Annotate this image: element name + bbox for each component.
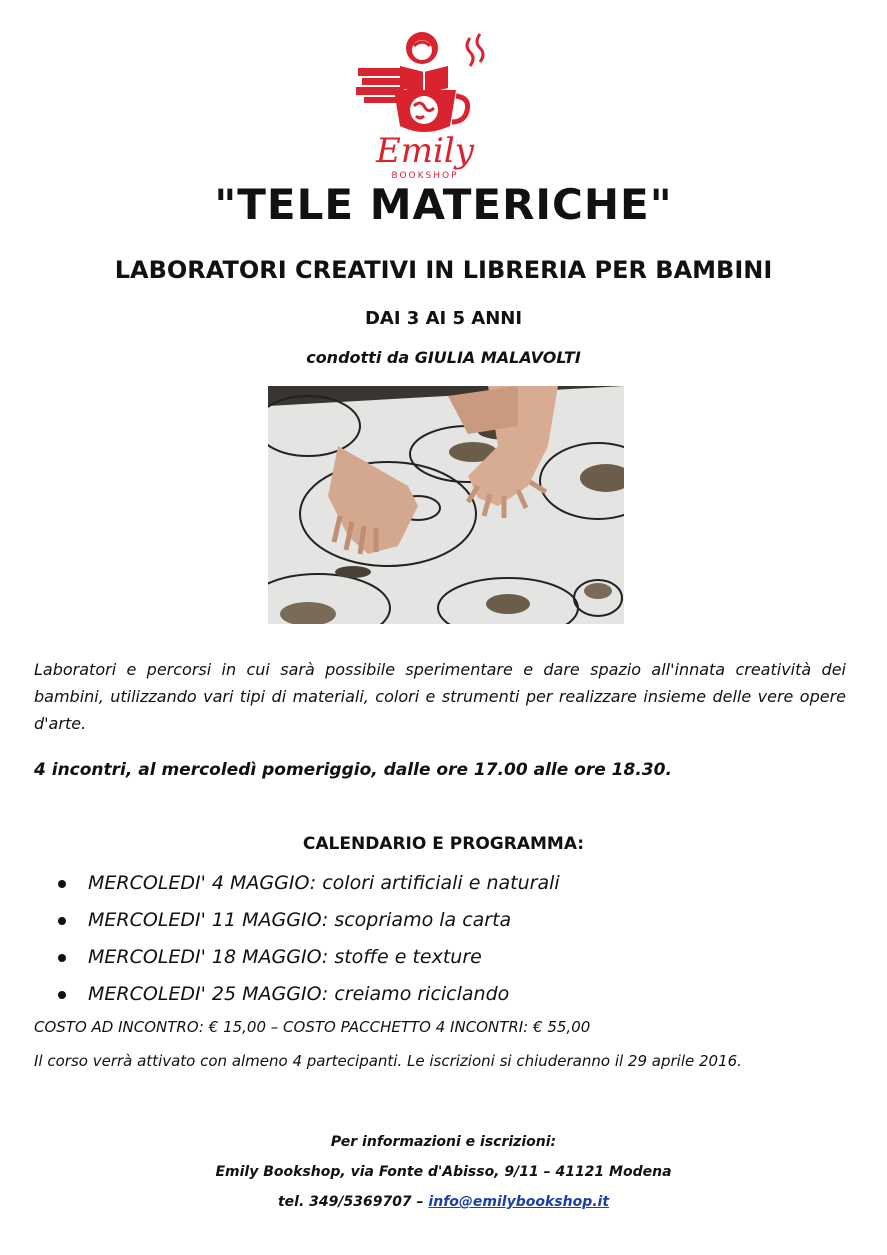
list-item bbox=[34, 940, 560, 977]
intro-paragraph: Laboratori e percorsi in cui sarà possibile sperimentare e dare spazio all'innata creatività dei bambini, utilizzando vari tipi di materiali, colori e strumenti per realizzare insieme delle vere opere d'arte. bbox=[34, 660, 846, 733]
contact-title: Per informazioni e iscrizioni: bbox=[330, 1134, 557, 1150]
bullet-icon bbox=[58, 991, 66, 999]
list-item bbox=[34, 866, 560, 903]
conductor: condotti da GIULIA MALAVOLTI bbox=[306, 348, 581, 367]
logo-brand: Emily bbox=[375, 131, 475, 171]
schedule-line: 4 incontri, al mercoledì pomeriggio, dalle ore 17.00 alle ore 18.30. bbox=[34, 760, 672, 780]
bullet-icon bbox=[58, 917, 66, 925]
logo-tagline: BOOKSHOP bbox=[391, 171, 459, 181]
email-link[interactable]: info@emilybookshop.it bbox=[428, 1194, 610, 1210]
contact-phone: tel. 349/5369707 – bbox=[277, 1194, 424, 1210]
bullet-icon bbox=[58, 880, 66, 888]
calendar-item-text: MERCOLEDI' 11 MAGGIO: scopriamo la carta bbox=[88, 909, 512, 931]
workshop-photo bbox=[268, 386, 624, 624]
calendar-item-text: MERCOLEDI' 4 MAGGIO: colori artificiali e naturali bbox=[88, 872, 560, 894]
list-item bbox=[34, 903, 560, 940]
list-item bbox=[34, 977, 560, 1014]
calendar-list bbox=[34, 866, 560, 1014]
contact-line bbox=[0, 1194, 887, 1210]
bullet-icon bbox=[58, 954, 66, 962]
calendar-item-text: MERCOLEDI' 18 MAGGIO: stoffe e texture bbox=[88, 946, 482, 968]
calendar-title: CALENDARIO E PROGRAMMA: bbox=[302, 834, 585, 854]
emily-bookshop-logo bbox=[350, 26, 500, 182]
calendar-item-text: MERCOLEDI' 25 MAGGIO: creiamo riciclando bbox=[88, 983, 510, 1005]
contact-address: Emily Bookshop, via Fonte d'Abisso, 9/11 – 41121 Modena bbox=[215, 1164, 672, 1180]
age-range: DAI 3 AI 5 ANNI bbox=[364, 308, 523, 329]
subtitle: LABORATORI CREATIVI IN LIBRERIA PER BAMBINI bbox=[114, 256, 773, 284]
activation-note: Il corso verrà attivato con almeno 4 partecipanti. Le iscrizioni si chiuderanno il 29 aprile 2016. bbox=[34, 1052, 742, 1070]
cost-line: COSTO AD INCONTRO: € 15,00 – COSTO PACCHETTO 4 INCONTRI: € 55,00 bbox=[34, 1018, 591, 1036]
page-title: "TELE MATERICHE" bbox=[214, 180, 673, 229]
